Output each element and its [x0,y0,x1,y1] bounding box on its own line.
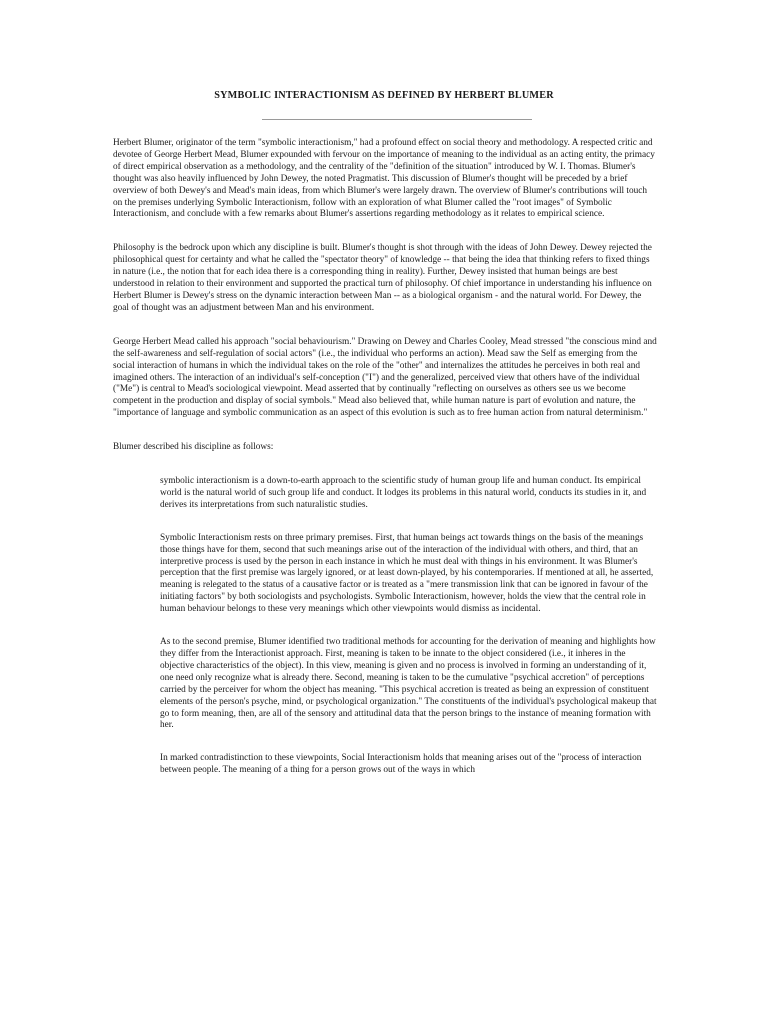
quoted-paragraph: Symbolic Interactionism rests on three primary premises. First, that human beings act towards things on the basis of the meanings those things have for them, second that such meanings arise out of the interaction of the individual with others, and third, that an interpretive process is used by the person in each instance in which he must deal with things in his environment. It was Blumer's perception that the first premise was largely ignored, or at least down-played, by his contemporaries. If mentioned at all, he asserted, meaning is relegated to the status of a causative factor or is treated as a "mere transmission link that can be ignored in favour of the initiating factors" by both sociologists and psychologists. Symbolic Interactionism, however, holds the view that the central role in human behaviour belongs to these very meanings which other viewpoints would dismiss as incidental. [160,532,654,615]
document-title: SYMBOLIC INTERACTIONISM AS DEFINED BY HERBERT BLUMER [214,90,554,101]
quoted-paragraph: symbolic interactionism is a down-to-earth approach to the scientific study of human group life and human conduct. Its empirical world is the natural world of such group life and conduct. It lodges its problems in this natural world, conducts its studies in it, and derives its interpretations from such naturalistic studies. [160,476,647,510]
quoted-paragraph: In marked contradistinction to these viewpoints, Social Interactionism holds that meaning arises out of the "process of interaction between people. The meaning of a thing for a person grows out of the ways in which [160,753,642,776]
body-paragraph: Philosophy is the bedrock upon which any discipline is built. Blumer's thought is shot through with the ideas of John Dewey. Dewey rejected the philosophical quest for certainty and what he called the "spectator theory" of knowledge -- that being the idea that thinking refers to fixed things in nature (i.e., the notion that for each idea there is a corresponding thing in reality). Further, Dewey insisted that human beings are best understood in relation to their environment and supported the practical turn of philosophy. Of chief importance in understanding his influence on Herbert Blumer is Dewey's stress on the dynamic interaction between Man -- as a biological organism - and the natural world. For Dewey, the goal of thought was an adjustment between Man and his environment. [113,243,652,313]
title-divider [262,119,532,120]
document-body [113,138,658,798]
block-quote [160,476,658,777]
body-paragraph: George Herbert Mead called his approach "social behaviourism." Drawing on Dewey and Charles Cooley, Mead stressed "the conscious mind and the self-awareness and self-regulation of social actors" (i.e., the individual who performs an action). Mead saw the Self as emerging from the social interaction of humans in which the individual takes on the role of the "other" and internalizes the attitudes he perceives in both real and imagined others. The interaction of an individual's self-conception ("I") and the generalized, perceived view that others have of the individual ("Me") is central to Mead's sociological viewpoint. Mead asserted that by continually "reflecting on ourselves as others see us we become competent in the production and display of social symbols." Mead also believed that, while human nature is part of evolution and nature, the "importance of language and symbolic communication as an aspect of this evolution is such as to free human action from natural determinism." [113,336,657,419]
body-paragraph: Herbert Blumer, originator of the term "symbolic interactionism," had a profound effect on social theory and methodology. A respected critic and devotee of George Herbert Mead, Blumer expounded with fervour on the importance of meaning to the individual as an acting entity, the primacy of direct empirical observation as a methodology, and the centrality of the "definition of the situation" introduced by W. I. Thomas. Blumer's thought was also heavily influenced by John Dewey, the noted Pragmatist. This discussion of Blumer's thought will be preceded by a brief overview of both Dewey's and Mead's main ideas, from which Blumer's were largely drawn. The overview of Blumer's contributions will touch on the premises underlying Symbolic Interactionism, follow with an exploration of what Blumer called the "root images" of Symbolic Interactionism, and conclude with a few remarks about Blumer's assertions regarding methodology as it relates to empirical science. [113,138,655,220]
body-paragraph: Blumer described his discipline as follows: [113,442,274,453]
quoted-paragraph: As to the second premise, Blumer identified two traditional methods for accounting for the derivation of meaning and highlights how they differ from the Interactionist approach. First, meaning is taken to be innate to the object considered (i.e., it inheres in the objective characteristics of the object). In this view, meaning is given and no process is involved in forming an understanding of it, one need only recognize what is already there. Second, meaning is taken to be the cumulative "psychical accretion" of perceptions carried by the perceiver for whom the object has meaning. "This psychical accretion is treated as being an expression of constituent elements of the person's psyche, mind, or psychological organization." The constituents of the individual's psychological makeup that go to form meaning, then, are all of the sensory and attitudinal data that the person brings to the instance of meaning formation with her. [160,637,657,731]
